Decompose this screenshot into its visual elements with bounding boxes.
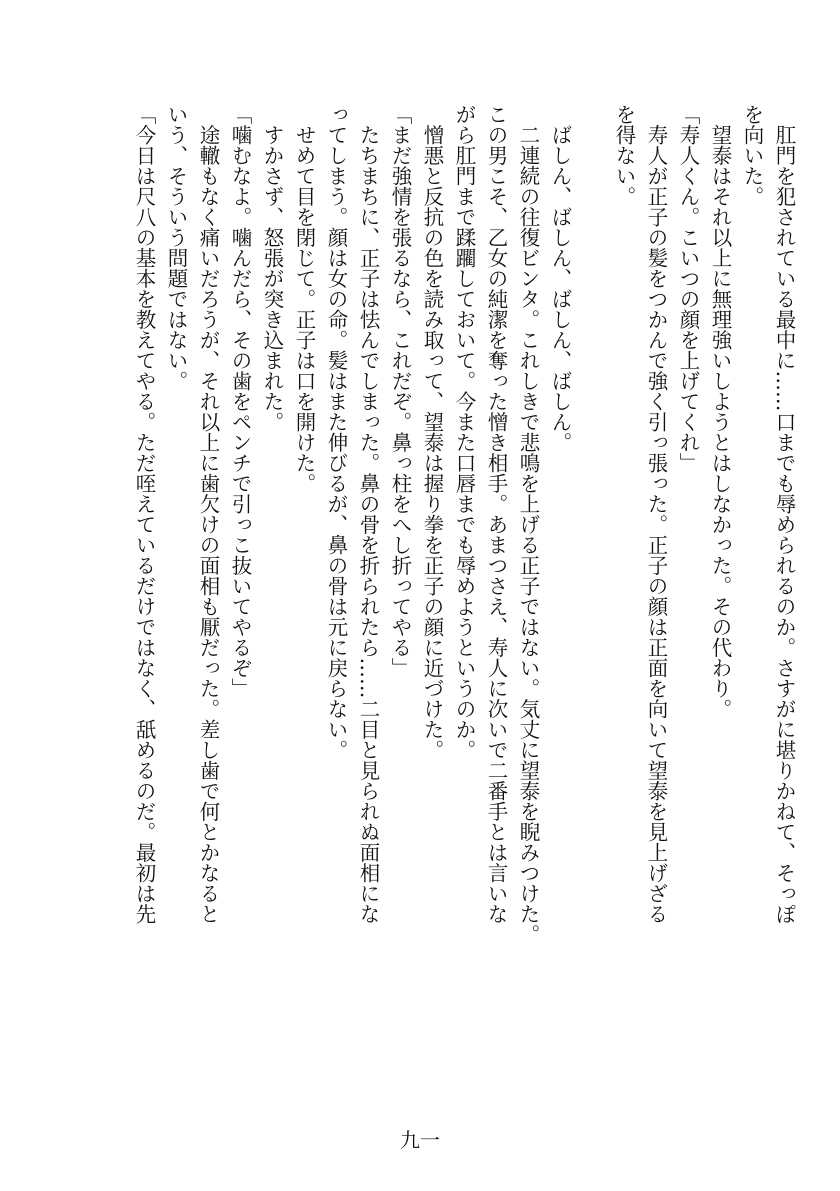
text-line: せめて目を閉じて。正子は口を開けた。: [292, 104, 316, 494]
text-line: 「噛むなよ。噛んだら、その歯をペンチで引っこ抜いてやるぞ」: [228, 104, 252, 699]
text-line: 憎悪と反抗の色を読み取って、望泰は握り拳を正子の顔に近づけた。: [420, 104, 444, 760]
text-line: すかさず、怒張が突き込まれた。: [260, 104, 284, 432]
text-line: 「まだ強情を張るなら、これだぞ。鼻っ柱をへし折ってやる」: [388, 104, 412, 678]
text-line: 「寿人くん。こいつの顔を上げてくれ」: [676, 104, 700, 473]
text-line: いう、そういう問題ではない。: [164, 104, 188, 391]
text-line: 途轍もなく痛いだろうが、それ以上に歯欠けの面相も厭だった。差し歯で何とかなると: [196, 104, 220, 924]
text-line: 望泰はそれ以上に無理強いしようとはしなかった。その代わり。: [708, 104, 732, 719]
text-line: 寿人が正子の髪をつかんで強く引っ張った。正子の顔は正面を向いて望泰を見上げざる: [644, 104, 668, 924]
text-line: 二連続の往復ビンタ。これしきで悲鳴を上げる正子ではない。気丈に望泰を睨みつけた。: [516, 104, 540, 945]
text-line: 肛門を犯されている最中に……口までも辱められるのか。さすがに堪りかねて、そっぽ: [772, 104, 796, 924]
text-line: を得ない。: [612, 104, 636, 207]
body-text: [30, 104, 800, 1008]
text-line: ってしまう。顔は女の命。髪はまた伸びるが、鼻の骨は元に戻らない。: [324, 104, 348, 760]
page-number: 九一: [400, 1128, 440, 1152]
text-line: を向いた。: [740, 104, 764, 207]
text-line: たちまちに、正子は怯んでしまった。鼻の骨を折られたら……二目と見られぬ面相にな: [356, 104, 380, 924]
text-line: この男こそ、乙女の純潔を奪った憎き相手。あまつさえ、寿人に次いで二番手とは言いな: [484, 104, 508, 924]
blank-line: [576, 104, 608, 1008]
text-line: 「今日は尺八の基本を教えてやる。ただ咥えているだけではなく、舐めるのだ。最初は先: [132, 104, 156, 924]
text-line: がら肛門まで蹂躙しておいて。今また口唇までも辱めようというのか。: [452, 104, 476, 760]
text-line: ばしん、ばしん、ばしん、ばしん。: [548, 104, 572, 453]
